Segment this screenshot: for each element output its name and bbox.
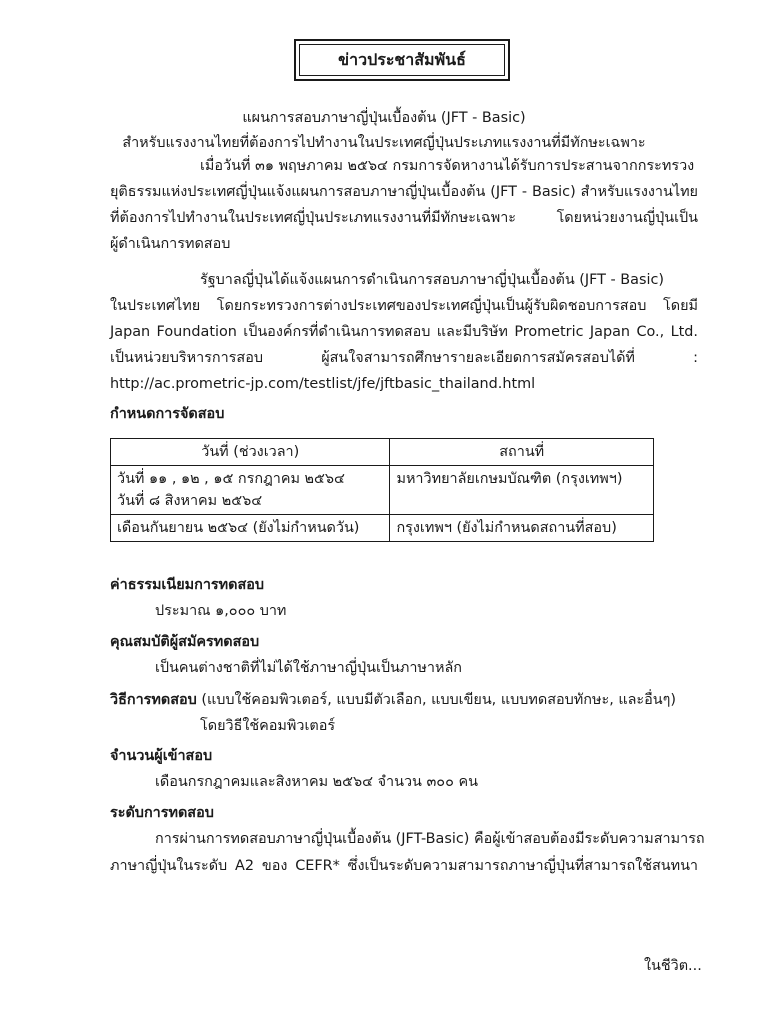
method-value: โดยวิธีใช้คอมพิวเตอร์ <box>200 718 336 734</box>
paragraph-2-line-2: ในประเทศไทย โดยกระทรวงการต่างประเทศของประเทศญี่ปุ่นเป็นผู้รับผิดชอบการสอบ โดยมี <box>110 298 698 314</box>
schedule-table <box>110 438 654 542</box>
paragraph-2-line-3: Japan Foundation เป็นองค์กรที่ดำเนินการทดสอบ และมีบริษัท Prometric Japan Co., Ltd. <box>110 324 698 340</box>
continued-text: ในชีวิต... <box>644 958 702 974</box>
table-header-row <box>111 439 654 466</box>
level-heading: ระดับการทดสอบ <box>110 805 214 821</box>
paragraph-1-line-4: ผู้ดำเนินการทดสอบ <box>110 236 231 252</box>
paragraph-1-line-1: เมื่อวันที่ ๓๑ พฤษภาคม ๒๕๖๔ กรมการจัดหางานได้รับการประสานจากกระทรวง <box>200 158 695 174</box>
paragraph-1-line-2: ยุติธรรมแห่งประเทศญี่ปุ่นแจ้งแผนการสอบภาษาญี่ปุ่นเบื้องต้น (JFT - Basic) สำหรับแรงงานไทย <box>110 184 698 200</box>
date-line: วันที่ ๘ สิงหาคม ๒๕๖๔ <box>117 493 263 509</box>
page-title: ข่าวประชาสัมพันธ์ <box>338 49 466 69</box>
date-line: เดือนกันยายน ๒๕๖๔ (ยังไม่กำหนดวัน) <box>117 520 360 536</box>
table-cell-place: กรุงเทพฯ (ยังไม่กำหนดสถานที่สอบ) <box>390 515 654 542</box>
method-options: (แบบใช้คอมพิวเตอร์, แบบมีตัวเลือก, แบบเขียน, แบบทดสอบทักษะ, และอื่นๆ) <box>201 692 676 708</box>
examinees-heading: จำนวนผู้เข้าสอบ <box>110 748 213 764</box>
qualification-heading: คุณสมบัติผู้สมัครทดสอบ <box>110 634 260 650</box>
method-line <box>110 690 676 710</box>
schedule-heading: กำหนดการจัดสอบ <box>110 406 225 422</box>
level-line-1: การผ่านการทดสอบภาษาญี่ปุ่นเบื้องต้น (JFT-Basic) คือผู้เข้าสอบต้องมีระดับความสามารถ <box>155 831 705 847</box>
level-line-2: ภาษาญี่ปุ่นในระดับ A2 ของ CEFR* ซึ่งเป็นระดับความสามารถภาษาญี่ปุ่นที่สามารถใช้สนทนา <box>110 858 698 874</box>
table-cell-place: มหาวิทยาลัยเกษมบัณฑิต (กรุงเทพฯ) <box>390 466 654 515</box>
heading-line-1: แผนการสอบภาษาญี่ปุ่นเบื้องต้น (JFT - Basic) <box>242 110 526 126</box>
title-box <box>294 39 510 81</box>
fee-value: ประมาณ ๑,๐๐๐ บาท <box>155 603 287 619</box>
paragraph-1-line-3: ที่ต้องการไปทำงานในประเทศญี่ปุ่นประเภทแรงงานที่มีทักษะเฉพาะ โดยหน่วยงานญี่ปุ่นเป็น <box>110 210 698 226</box>
date-line: วันที่ ๑๑ , ๑๒ , ๑๕ กรกฎาคม ๒๕๖๔ <box>117 471 345 487</box>
table-row <box>111 515 654 542</box>
paragraph-2-line-1: รัฐบาลญี่ปุ่นได้แจ้งแผนการดำเนินการสอบภาษาญี่ปุ่นเบื้องต้น (JFT - Basic) <box>200 272 664 288</box>
examinees-value: เดือนกรกฎาคมและสิงหาคม ๒๕๖๔ จำนวน ๓๐๐ คน <box>155 774 478 790</box>
qualification-value: เป็นคนต่างชาติที่ไม่ได้ใช้ภาษาญี่ปุ่นเป็นภาษาหลัก <box>155 660 462 676</box>
method-heading: วิธีการทดสอบ <box>110 692 197 708</box>
paragraph-2-line-4: เป็นหน่วยบริหารการสอบ ผู้สนใจสามารถศึกษารายละเอียดการสมัครสอบได้ที่ : <box>110 350 698 366</box>
fee-heading: ค่าธรรมเนียมการทดสอบ <box>110 577 265 593</box>
table-cell-date <box>111 515 390 542</box>
column-header-place: สถานที่ <box>390 439 654 466</box>
table-row <box>111 466 654 515</box>
table-cell-date <box>111 466 390 515</box>
column-header-date: วันที่ (ช่วงเวลา) <box>111 439 390 466</box>
paragraph-2-url: http://ac.prometric-jp.com/testlist/jfe/jftbasic_thailand.html <box>110 376 536 392</box>
heading-line-2: สำหรับแรงงานไทยที่ต้องการไปทำงานในประเทศญี่ปุ่นประเภทแรงงานที่มีทักษะเฉพาะ <box>122 135 646 151</box>
